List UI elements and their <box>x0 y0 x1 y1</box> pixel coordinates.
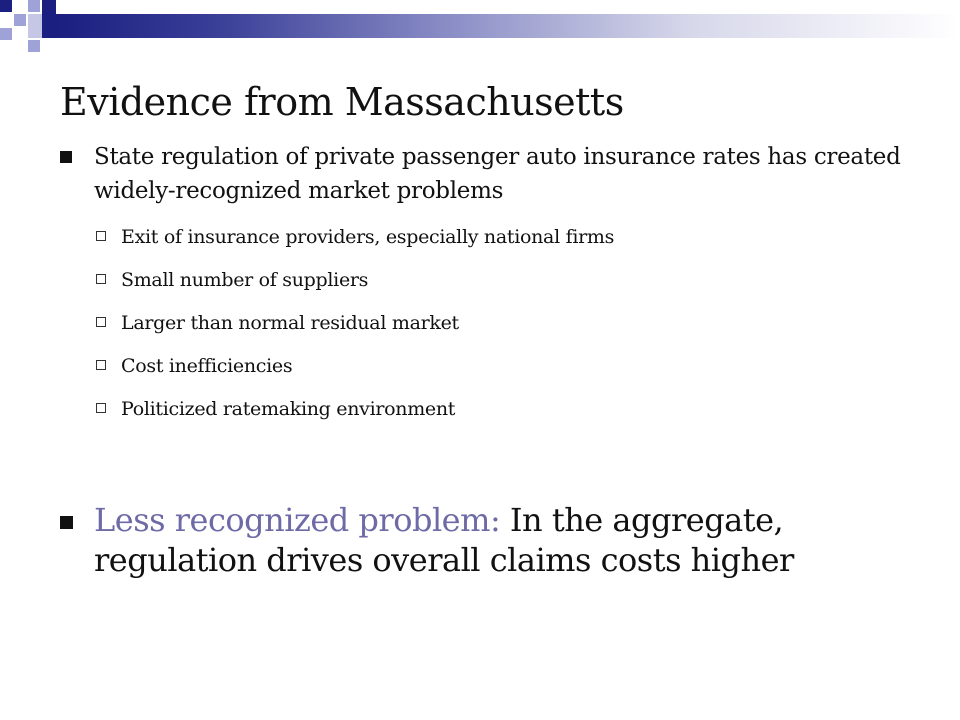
hollow-square-bullet-icon <box>96 274 106 284</box>
sub-bullet-item <box>94 302 920 345</box>
hollow-square-bullet-icon <box>96 403 106 413</box>
square-bullet-icon <box>60 151 72 163</box>
bullet-accent-text: Less recognized problem: <box>94 501 501 539</box>
deco-square <box>42 0 56 14</box>
sub-bullet-text: Exit of insurance providers, especially national firms <box>121 226 615 248</box>
hollow-square-bullet-icon <box>96 317 106 327</box>
sub-bullet-item <box>94 216 920 259</box>
hollow-square-bullet-icon <box>96 231 106 241</box>
bullet-text: In the aggregate, regulation drives overall claims costs higher <box>94 501 794 579</box>
deco-square <box>28 0 40 12</box>
sub-bullet-text: Politicized ratemaking environment <box>121 398 456 420</box>
sub-bullet-list <box>94 216 920 431</box>
deco-square <box>42 14 56 38</box>
square-bullet-icon <box>60 516 73 529</box>
deco-square <box>28 40 40 52</box>
deco-square <box>14 14 26 26</box>
bullet-item <box>60 140 920 431</box>
bullet-item-large <box>60 500 920 580</box>
sub-bullet-item <box>94 345 920 388</box>
sub-bullet-text: Larger than normal residual market <box>121 312 459 334</box>
sub-bullet-text: Small number of suppliers <box>121 269 369 291</box>
bullet-list <box>60 140 920 431</box>
hollow-square-bullet-icon <box>96 360 106 370</box>
deco-square <box>0 0 12 12</box>
bullet-text: State regulation of private passenger auto insurance rates has created widely-recognized market problems <box>94 144 901 204</box>
sub-bullet-text: Cost inefficiencies <box>121 355 293 377</box>
header-gradient-bar <box>56 14 960 38</box>
sub-bullet-item <box>94 388 920 431</box>
slide-title: Evidence from Massachusetts <box>60 80 624 124</box>
header-decoration <box>0 0 960 60</box>
deco-square <box>28 14 42 38</box>
deco-square <box>0 28 12 40</box>
sub-bullet-item <box>94 259 920 302</box>
